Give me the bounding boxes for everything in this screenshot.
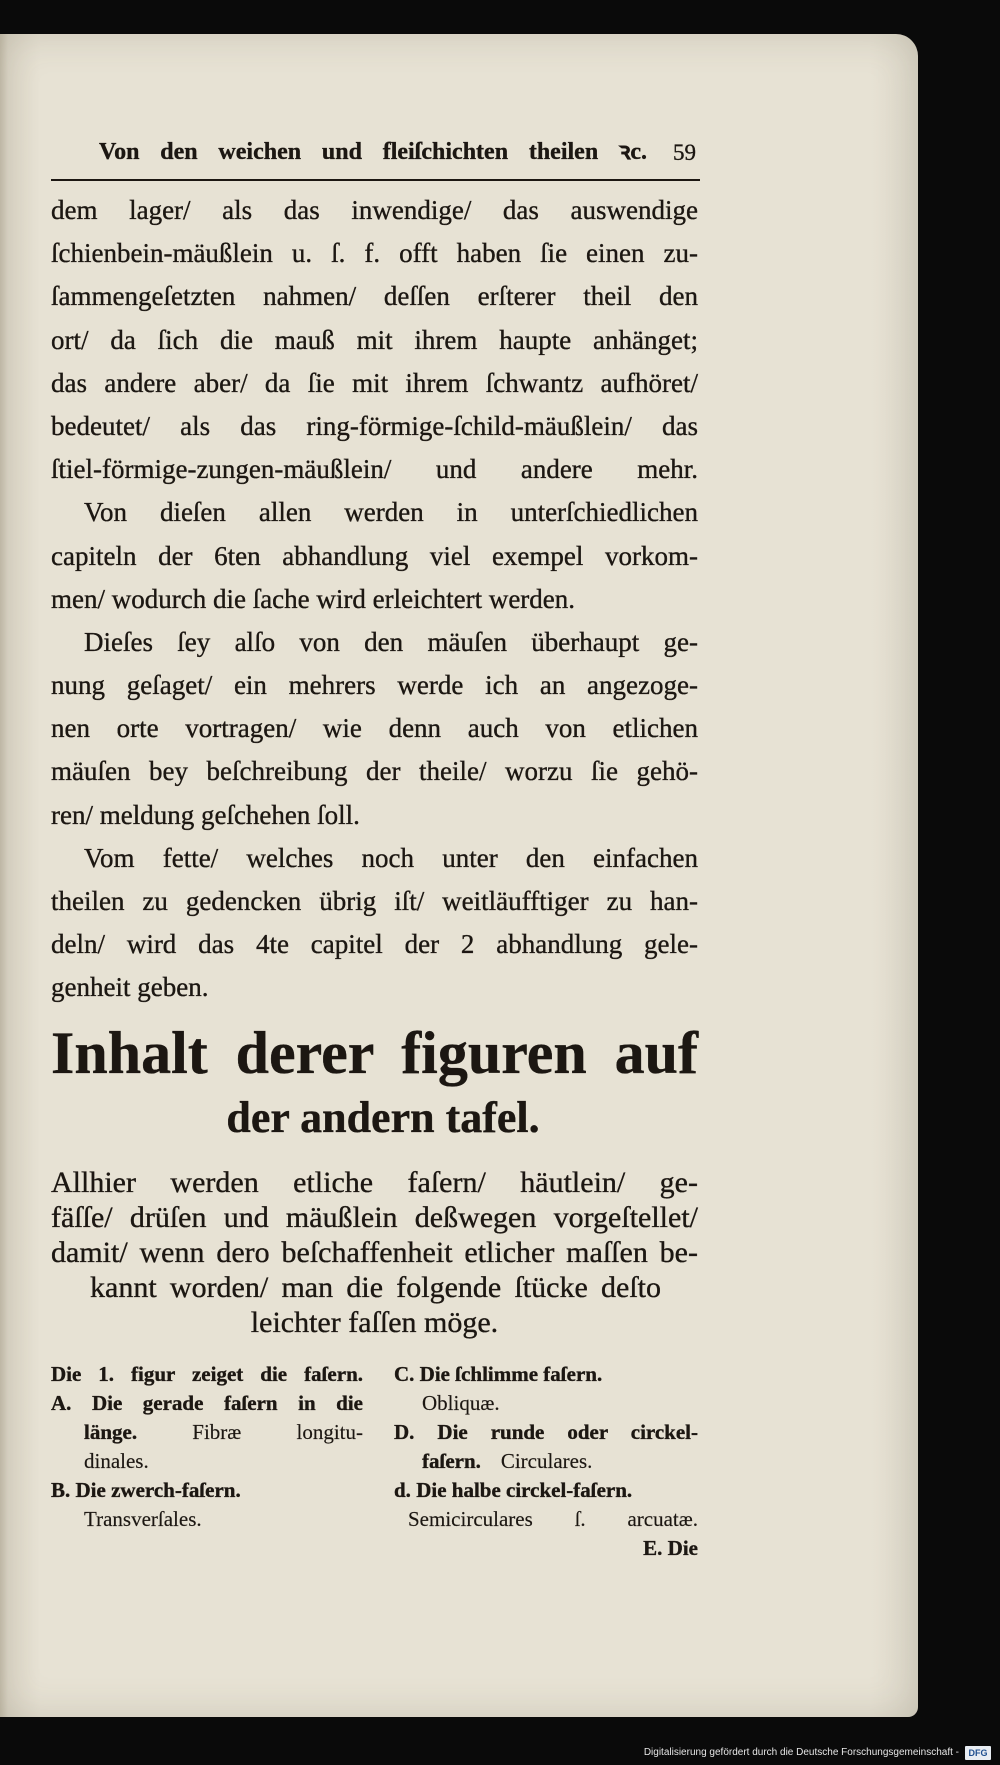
intro-line: damit/ wenn dero beſchaffenheit etlicher maſſen be-: [51, 1235, 698, 1269]
text-line: das andere aber/ da ſie mit ihrem ſchwantz aufhöret/: [51, 367, 698, 398]
legend-entry-a-continuation: [51, 1418, 363, 1447]
legend-latin-text: Obliquæ.: [422, 1391, 500, 1415]
intro-line: kannt worden/ man die folgende ſtücke deſto: [90, 1270, 661, 1304]
text-line: ren/ meldung geſchehen ſoll.: [51, 799, 360, 830]
legend-entry-b: [51, 1476, 363, 1505]
legend-intro: Die 1. figur zeiget die faſern.: [51, 1362, 363, 1386]
legend-entry-a-continuation: [51, 1447, 363, 1476]
legend-latin-text: Fibræ longitu-: [192, 1420, 364, 1444]
text-line: theilen zu gedencken übrig iſt/ weitläufftiger zu han-: [51, 886, 698, 916]
legend-latin-text: Semicirculares ſ. arcuatæ.: [408, 1507, 698, 1531]
text-line: nung geſaget/ ein mehrers werde ich an angezoge-: [51, 670, 698, 701]
legend-latin-text: dinales.: [84, 1449, 149, 1473]
text-line: mäuſen bey beſchreibung der theile/ worzu ſie gehö-: [51, 756, 698, 787]
paragraph: [51, 491, 698, 621]
intro-line: leichter faſſen möge.: [250, 1305, 499, 1339]
running-head: Von den weichen und fleiſchichten theilen ꝛc.: [99, 139, 647, 165]
legend-latin-text: Transverſales.: [84, 1507, 202, 1531]
legend-entry-d: [394, 1418, 698, 1447]
header-rule: [51, 179, 700, 181]
legend-german-text: Die halbe circkel-faſern.: [416, 1478, 633, 1502]
legend-label: B.: [51, 1478, 71, 1502]
legend-german-text: Die runde oder circkel-: [437, 1420, 699, 1444]
text-line: bedeutet/ als das ring-förmige-ſchild-mäußlein/ das: [51, 410, 698, 441]
legend-right-column: [394, 1360, 698, 1563]
legend-entry-c-continuation: [394, 1389, 698, 1418]
section-heading: Inhalt derer figuren auf: [51, 1020, 698, 1086]
intro-line: Allhier werden etliche faſern/ häutlein/ ge-: [51, 1165, 698, 1199]
text-line: Dieſes ſey alſo von den mäuſen überhaupt ge-: [84, 626, 698, 657]
text-line: men/ wodurch die ſache wird erleichtert werden.: [51, 583, 576, 614]
legend-entry-d-small-continuation: [394, 1505, 698, 1534]
text-line: capiteln der 6ten abhandlung viel exempel vorkom-: [51, 540, 698, 571]
legend-entry-b-continuation: [51, 1505, 363, 1534]
legend-german-text: Die gerade faſern in die: [91, 1391, 363, 1415]
text-line: ort/ da ſich die mauß mit ihrem haupte anhänget;: [51, 324, 698, 355]
dfg-logo-icon: DFG: [965, 1746, 991, 1760]
intro-line: fäſſe/ drüſen und mäußlein deßwegen vorgeſtellet/: [51, 1200, 698, 1234]
text-line: ſchienbein-mäußlein u. ſ. f. offt haben ſie einen zu-: [51, 238, 698, 269]
legend-entry-c: [394, 1360, 698, 1389]
text-line: dem lager/ als das inwendige/ das auswendige: [51, 195, 698, 225]
text-line: deln/ wird das 4te capitel der 2 abhandlung gele-: [51, 929, 698, 960]
legend-label: D.: [394, 1420, 415, 1444]
legend-latin-text: Circulares.: [500, 1449, 593, 1473]
paragraph: [51, 837, 698, 1010]
paragraph: [51, 621, 698, 837]
section-intro: [51, 1165, 698, 1340]
legend-label: C.: [394, 1362, 415, 1386]
legend-german-text: länge.: [84, 1420, 138, 1444]
text-line: ſammengeſetzten nahmen/ deſſen erſterer theil den: [51, 281, 698, 312]
text-line: Von dieſen allen werden in unterſchiedlichen: [84, 497, 698, 528]
text-line: genheit geben.: [51, 972, 209, 1003]
legend-german-text: faſern.: [422, 1449, 481, 1473]
text-line: ſtiel-förmige-zungen-mäußlein/ und andere mehr.: [51, 454, 698, 485]
digitization-credit: Digitalisierung gefördert durch die Deutsche Forschungsgemeinschaft -: [643, 1747, 959, 1758]
text-line: nen orte vortragen/ wie denn auch von etlichen: [51, 713, 698, 744]
catchword: E. Die: [643, 1536, 698, 1560]
body-text: [51, 189, 698, 1010]
legend-entry-d-continuation: [394, 1447, 698, 1476]
page-number: 59: [673, 140, 696, 165]
legend-entry-a: [51, 1389, 363, 1418]
legend-left-column: [51, 1360, 363, 1534]
legend-german-text: Die ſchlimme faſern.: [419, 1362, 603, 1386]
legend-label: d.: [394, 1478, 411, 1502]
legend-german-text: Die zwerch-faſern.: [75, 1478, 241, 1502]
legend-entry-d-small: [394, 1476, 698, 1505]
text-line: Vom fette/ welches noch unter den einfachen: [84, 842, 698, 873]
legend-label: A.: [51, 1391, 72, 1415]
paragraph: [51, 189, 698, 491]
section-subheading: der andern tafel.: [226, 1093, 540, 1142]
